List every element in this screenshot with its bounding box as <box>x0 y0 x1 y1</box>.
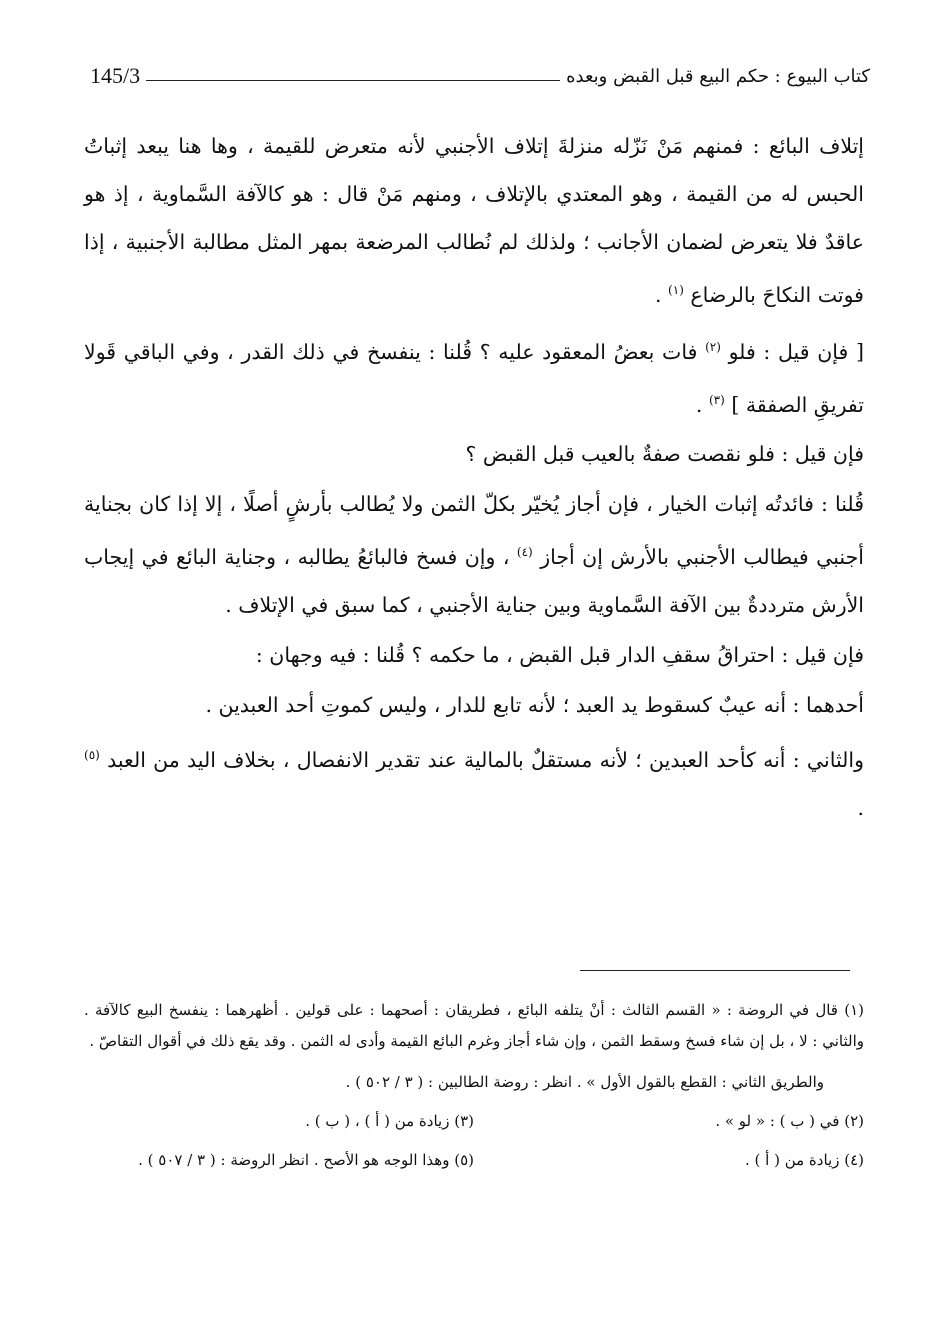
footnote-ref-4: (٤) <box>516 545 533 560</box>
paragraph-2-mid: فات بعضُ المعقود عليه ؟ قُلنا : ينفسخ في ذلك القدر ، وفي الباقي قَولا تفريقِ الصفقة ] <box>84 339 864 417</box>
page-header <box>90 56 870 96</box>
paragraph-2 <box>84 323 864 429</box>
paragraph-7-start: والثاني : أنه كأحد العبدين ؛ لأنه مستقلٌ بالمالية عند تقدير الانفصال ، بخلاف اليد من العبد <box>107 748 864 773</box>
footnote-ref-5: (٥) <box>84 748 100 763</box>
footnote-ref-1: (١) <box>668 283 684 297</box>
paragraph-3: فإن قيل : فلو نقصت صفةٌ بالعيب قبل القبض ؟ <box>465 442 864 467</box>
paragraph-5: فإن قيل : احتراقُ سقفِ الدار قبل القبض ، ما حكمه ؟ قُلنا : فيه وجهان : <box>255 643 864 668</box>
paragraph-2-start: [ فإن قيل : فلو <box>728 339 864 364</box>
footnote-ref-2: (٢) <box>705 339 721 354</box>
footnote-1: (١) قال في الروضة : « القسم الثالث : أنْ يتلفه البائع ، فطريقان : أصحهما : على قولين . أظهرهما : ينفسخ البيع كالآفة . والثاني : لا ، بل إن شاء فسخ وسقط الثمن ، وإن شاء أجاز وغرم البائع القيمة وأدى له الثمن . وقد يقع ذلك في أقوال التقاصّ . <box>84 1001 864 1050</box>
paragraph-4-end: ، وإن فسخ فالبائعُ يطالبه ، وجناية البائع في إيجاب الأرش مترددةٌ بين الآفة السَّماوية وبين جناية الأجنبي ، كما سبق في الإتلاف . <box>84 545 864 618</box>
footnote-4: (٤) زيادة من ( أ ) . <box>744 1151 864 1169</box>
paragraph-1-end: . <box>654 282 662 307</box>
paragraph-7 <box>84 731 864 832</box>
paragraph-7-end: . <box>857 796 864 821</box>
footnote-5: (٥) وهذا الوجه هو الأصح . انظر الروضة : ( ٣ / ٥٠٧ ) . <box>138 1151 474 1169</box>
running-title: كتاب البيوع : حكم البيع قبل القبض وبعده <box>566 65 870 87</box>
header-rule <box>146 80 560 81</box>
footnote-2: (٢) في ( ب ) : « لو » . <box>715 1112 864 1130</box>
footnote-3: (٣) زيادة من ( أ ) ، ( ب ) . <box>305 1112 474 1130</box>
footnotes <box>84 995 864 1176</box>
footnote-row-4-5 <box>84 1145 864 1176</box>
footnote-1-continued: والطريق الثاني : القطع بالقول الأول » . انظر : روضة الطالبين : ( ٣ / ٥٠٢ ) . <box>345 1073 824 1091</box>
footnote-row-2-3 <box>84 1106 864 1137</box>
paragraph-1-text: إتلاف البائع : فمنهم مَنْ نَزّله منزلةَ إتلاف الأجنبي لأنه متعرض للقيمة ، وها هنا يبعد إثباتُ الحبس له من القيمة ، وهو المعتدي بالإتلاف ، ومنهم مَنْ قال : هو كالآفة السَّماوية ، إذ هو عاقدٌ فلا يتعرض لضمان الأجانب ؛ ولذلك لم نُطالب المرضعة بمهر المثل مطالبة الأجنبية ، إذا فوتت النكاحَ بالرضاع <box>84 134 864 307</box>
paragraph-1 <box>84 122 864 319</box>
page-number: 145/3 <box>90 63 141 88</box>
main-text <box>84 122 864 832</box>
footnote-ref-3: (٣) <box>708 392 725 407</box>
footnote-separator <box>580 970 850 971</box>
paragraph-4 <box>84 480 864 629</box>
paragraph-4-start: قُلنا : فائدتُه إثبات الخيار ، فإن أجاز يُخيّر بكلّ الثمن ولا يُطالب بأرشٍ أصلًا ، إلا إذا كان بجناية أجنبي فيطالب الأجنبي بالأرش إن أجاز <box>84 492 864 570</box>
paragraph-6: أحدهما : أنه عيبٌ كسقوط يد العبد ؛ لأنه تابع للدار ، وليس كموتِ أحد العبدين . <box>205 693 864 718</box>
paragraph-2-end: . <box>695 392 703 417</box>
